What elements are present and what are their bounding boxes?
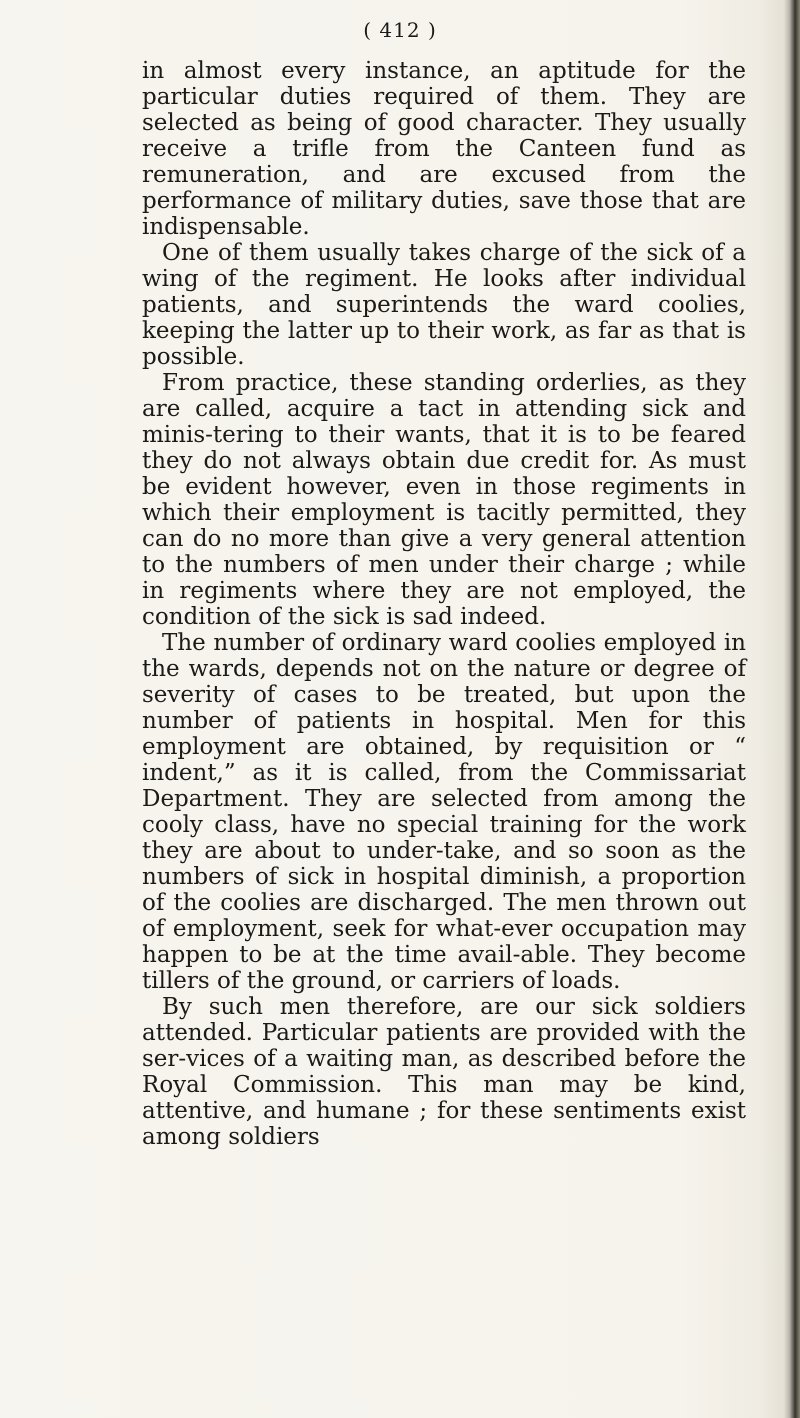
page-number-header: ( 412 ) <box>363 18 437 42</box>
paragraph-2: One of them usually takes charge of the sick of a wing of the regiment. He looks after individual patients, and superintends the ward coolies, keeping the latter up to their work, as far as that is possible. <box>142 240 746 370</box>
paragraph-4: The number of ordinary ward coolies employed in the wards, depends not on the nature or degree of severity of cases to be treated, but upon the number of patients in hospital. Men for this employment are obtained, by requisition or “ indent,” as it is called, from the Commissariat Department. They are selected from among the cooly class, have no special training for the work they are about to under-take, and so soon as the numbers of sick in hospital diminish, a proportion of the coolies are discharged. The men thrown out of employment, seek for what-ever occupation may happen to be at the time avail-able. They become tillers of the ground, or carriers of loads. <box>142 630 746 994</box>
paragraph-1: in almost every instance, an aptitude for the particular duties required of them. They are selected as being of good character. They usually receive a trifle from the Canteen fund as remuneration, and are excused from the performance of military duties, save those that are indispensable. <box>142 58 746 240</box>
body-text <box>142 58 746 1150</box>
page-edge-shadow <box>784 0 800 1418</box>
paragraph-3: From practice, these standing orderlies, as they are called, acquire a tact in attending sick and minis-tering to their wants, that it is to be feared they do not always obtain due credit for. As must be evident however, even in those regiments in which their employment is tacitly permitted, they can do no more than give a very general attention to the numbers of men under their charge ; while in regiments where they are not employed, the condition of the sick is sad indeed. <box>142 370 746 630</box>
paragraph-5: By such men therefore, are our sick soldiers attended. Particular patients are provided with the ser-vices of a waiting man, as described before the Royal Commission. This man may be kind, attentive, and humane ; for these sentiments exist among soldiers <box>142 994 746 1150</box>
